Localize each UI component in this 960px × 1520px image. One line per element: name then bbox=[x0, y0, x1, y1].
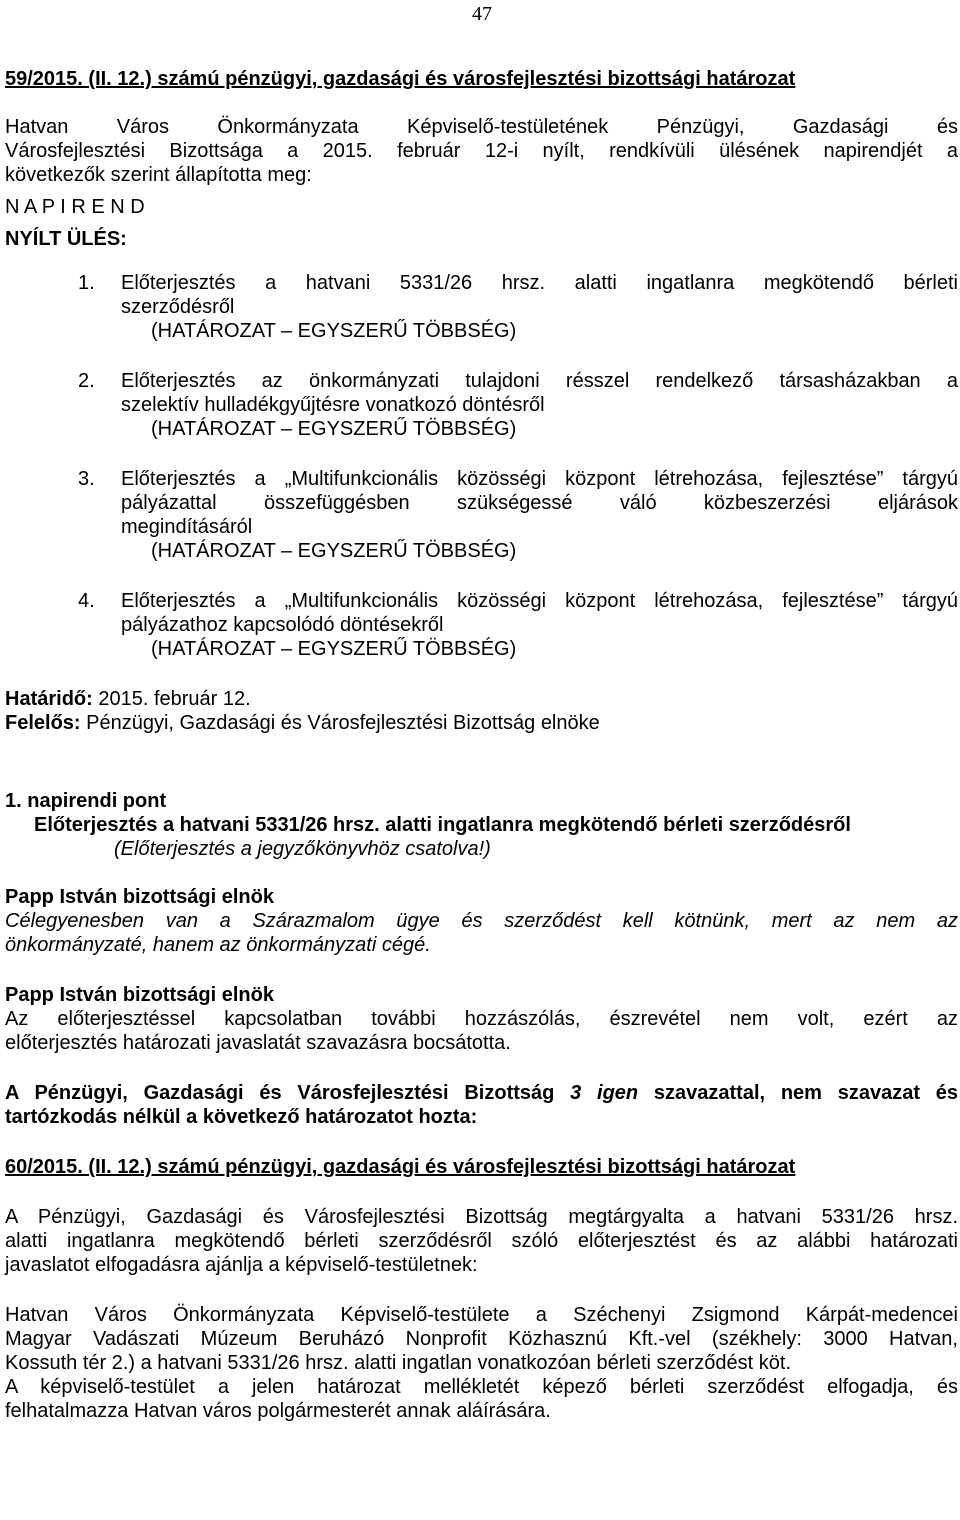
page-number: 47 bbox=[472, 3, 492, 25]
paragraph-line: A Pénzügyi, Gazdasági és Városfejlesztési Bizottság megtárgyalta a hatvani 5331/26 hrsz. bbox=[5, 1206, 958, 1228]
vote-text: szavazattal, nem szavazat és bbox=[638, 1082, 959, 1104]
agenda-item-line: pályázattal összefüggésben szükségessé váló közbeszerzési eljárások bbox=[121, 492, 958, 514]
agenda-item-line: pályázathoz kapcsolódó döntésekről bbox=[121, 614, 444, 636]
intro-line: következők szerint állapította meg: bbox=[5, 164, 312, 186]
agenda-item-note: (HATÁROZAT – EGYSZERŰ TÖBBSÉG) bbox=[151, 418, 517, 440]
agenda-item-1 bbox=[5, 271, 958, 343]
vote-text: A Pénzügyi, Gazdasági és Városfejlesztési Bizottság bbox=[5, 1082, 571, 1104]
agenda-item-note: (HATÁROZAT – EGYSZERŰ TÖBBSÉG) bbox=[151, 320, 517, 342]
agenda-item-line: megindításáról bbox=[121, 516, 253, 538]
speech-line: előterjesztés határozati javaslatát szavazásra bocsátotta. bbox=[5, 1032, 511, 1054]
paragraph-line: Magyar Vadászati Múzeum Beruházó Nonprofit Közhasznú Kft.-vel (székhely: 3000 Hatvan, bbox=[5, 1328, 958, 1350]
paragraph-line: felhatalmazza Hatvan város polgármesterét annak aláírására. bbox=[5, 1400, 551, 1422]
deadline bbox=[5, 687, 958, 711]
speech-line: Az előterjesztéssel kapcsolatban további hozzászólás, észrevétel nem volt, ezért az bbox=[5, 1008, 958, 1030]
paragraph-line: A képviselő-testület a jelen határozat mellékletét képező bérleti szerződést elfogadja, és bbox=[5, 1376, 958, 1398]
intro-line: Hatvan Város Önkormányzata Képviselő-testületének Pénzügyi, Gazdasági és bbox=[5, 116, 958, 138]
paragraph-line: Kossuth tér 2.) a hatvani 5331/26 hrsz. alatti ingatlan vonatkozóan bérleti szerződést köt. bbox=[5, 1352, 792, 1374]
vote-igen: 3 igen bbox=[570, 1082, 639, 1104]
speech-1 bbox=[5, 885, 958, 957]
agenda-item-number: 1. bbox=[78, 272, 95, 294]
agenda-item-number: 3. bbox=[78, 468, 95, 490]
resolution-heading-59: 59/2015. (II. 12.) számú pénzügyi, gazdasági és városfejlesztési bizottsági határozat bbox=[5, 68, 796, 90]
agenda-item-line: szelektív hulladékgyűjtésre vonatkozó döntésről bbox=[121, 394, 545, 416]
vote-line: tartózkodás nélkül a következő határozatot hozta: bbox=[5, 1106, 478, 1128]
agenda-item-3 bbox=[5, 467, 958, 563]
speaker-name: Papp István bizottsági elnök bbox=[5, 886, 274, 908]
speech-line: Célegyenesben van a Szárazmalom ügye és szerződést kell kötnünk, mert az nem az bbox=[5, 910, 958, 932]
agenda-point-1 bbox=[5, 789, 958, 861]
agenda-item-line: Előterjesztés a hatvani 5331/26 hrsz. alatti ingatlanra megkötendő bérleti bbox=[121, 272, 958, 294]
agenda-item-4 bbox=[5, 589, 958, 661]
point-subject: Előterjesztés a hatvani 5331/26 hrsz. alatti ingatlanra megkötendő bérleti szerződésről bbox=[34, 814, 851, 836]
resolution-heading-60: 60/2015. (II. 12.) számú pénzügyi, gazdasági és városfejlesztési bizottsági határozat bbox=[5, 1156, 796, 1178]
paragraph-line: Hatvan Város Önkormányzata Képviselő-testülete a Széchenyi Zsigmond Kárpát-medencei bbox=[5, 1304, 958, 1326]
resolution-paragraph-1 bbox=[5, 1205, 958, 1277]
speech-line: önkormányzaté, hanem az önkormányzati cégé. bbox=[5, 934, 431, 956]
napirend-label: N A P I R E N D bbox=[5, 196, 145, 218]
agenda-item-line: Előterjesztés a „Multifunkcionális közösségi központ létrehozása, fejlesztése” tárgyú bbox=[121, 590, 958, 612]
agenda-item-number: 4. bbox=[78, 590, 95, 612]
deadline-value: 2015. február 12. bbox=[92, 688, 251, 710]
paragraph-line: alatti ingatlanra megkötendő bérleti szerződésről szóló előterjesztést és az alábbi határozati bbox=[5, 1230, 958, 1252]
point-title: 1. napirendi pont bbox=[5, 790, 167, 812]
speaker-name: Papp István bizottsági elnök bbox=[5, 984, 274, 1006]
agenda-item-number: 2. bbox=[78, 370, 95, 392]
responsible bbox=[5, 711, 958, 735]
responsible-label: Felelős: bbox=[5, 712, 81, 734]
paragraph-line: javaslatot elfogadásra ajánlja a képviselő-testületnek: bbox=[5, 1254, 478, 1276]
responsible-value: Pénzügyi, Gazdasági és Városfejlesztési Bizottság elnöke bbox=[80, 712, 600, 734]
agenda-item-line: szerződésről bbox=[121, 296, 235, 318]
speech-2 bbox=[5, 983, 958, 1055]
vote-result bbox=[5, 1081, 958, 1129]
document-body bbox=[5, 67, 958, 1423]
agenda-item-line: Előterjesztés az önkormányzati tulajdoni résszel rendelkező társasházakban a bbox=[121, 370, 958, 392]
agenda-item-note: (HATÁROZAT – EGYSZERŰ TÖBBSÉG) bbox=[151, 540, 517, 562]
point-attachment-note: (Előterjesztés a jegyzőkönyvhöz csatolva!) bbox=[114, 838, 491, 860]
resolution-paragraph-2 bbox=[5, 1303, 958, 1423]
intro-paragraph bbox=[5, 115, 958, 187]
intro-line: Városfejlesztési Bizottsága a 2015. február 12-i nyílt, rendkívüli ülésének napirendjét a bbox=[5, 140, 958, 162]
nyilt-ules-label: NYÍLT ÜLÉS: bbox=[5, 228, 127, 250]
agenda-item-line: Előterjesztés a „Multifunkcionális közösségi központ létrehozása, fejlesztése” tárgyú bbox=[121, 468, 958, 490]
agenda-item-2 bbox=[5, 369, 958, 441]
deadline-label: Határidő: bbox=[5, 688, 93, 710]
agenda-item-note: (HATÁROZAT – EGYSZERŰ TÖBBSÉG) bbox=[151, 638, 517, 660]
vote-line bbox=[5, 1081, 958, 1105]
